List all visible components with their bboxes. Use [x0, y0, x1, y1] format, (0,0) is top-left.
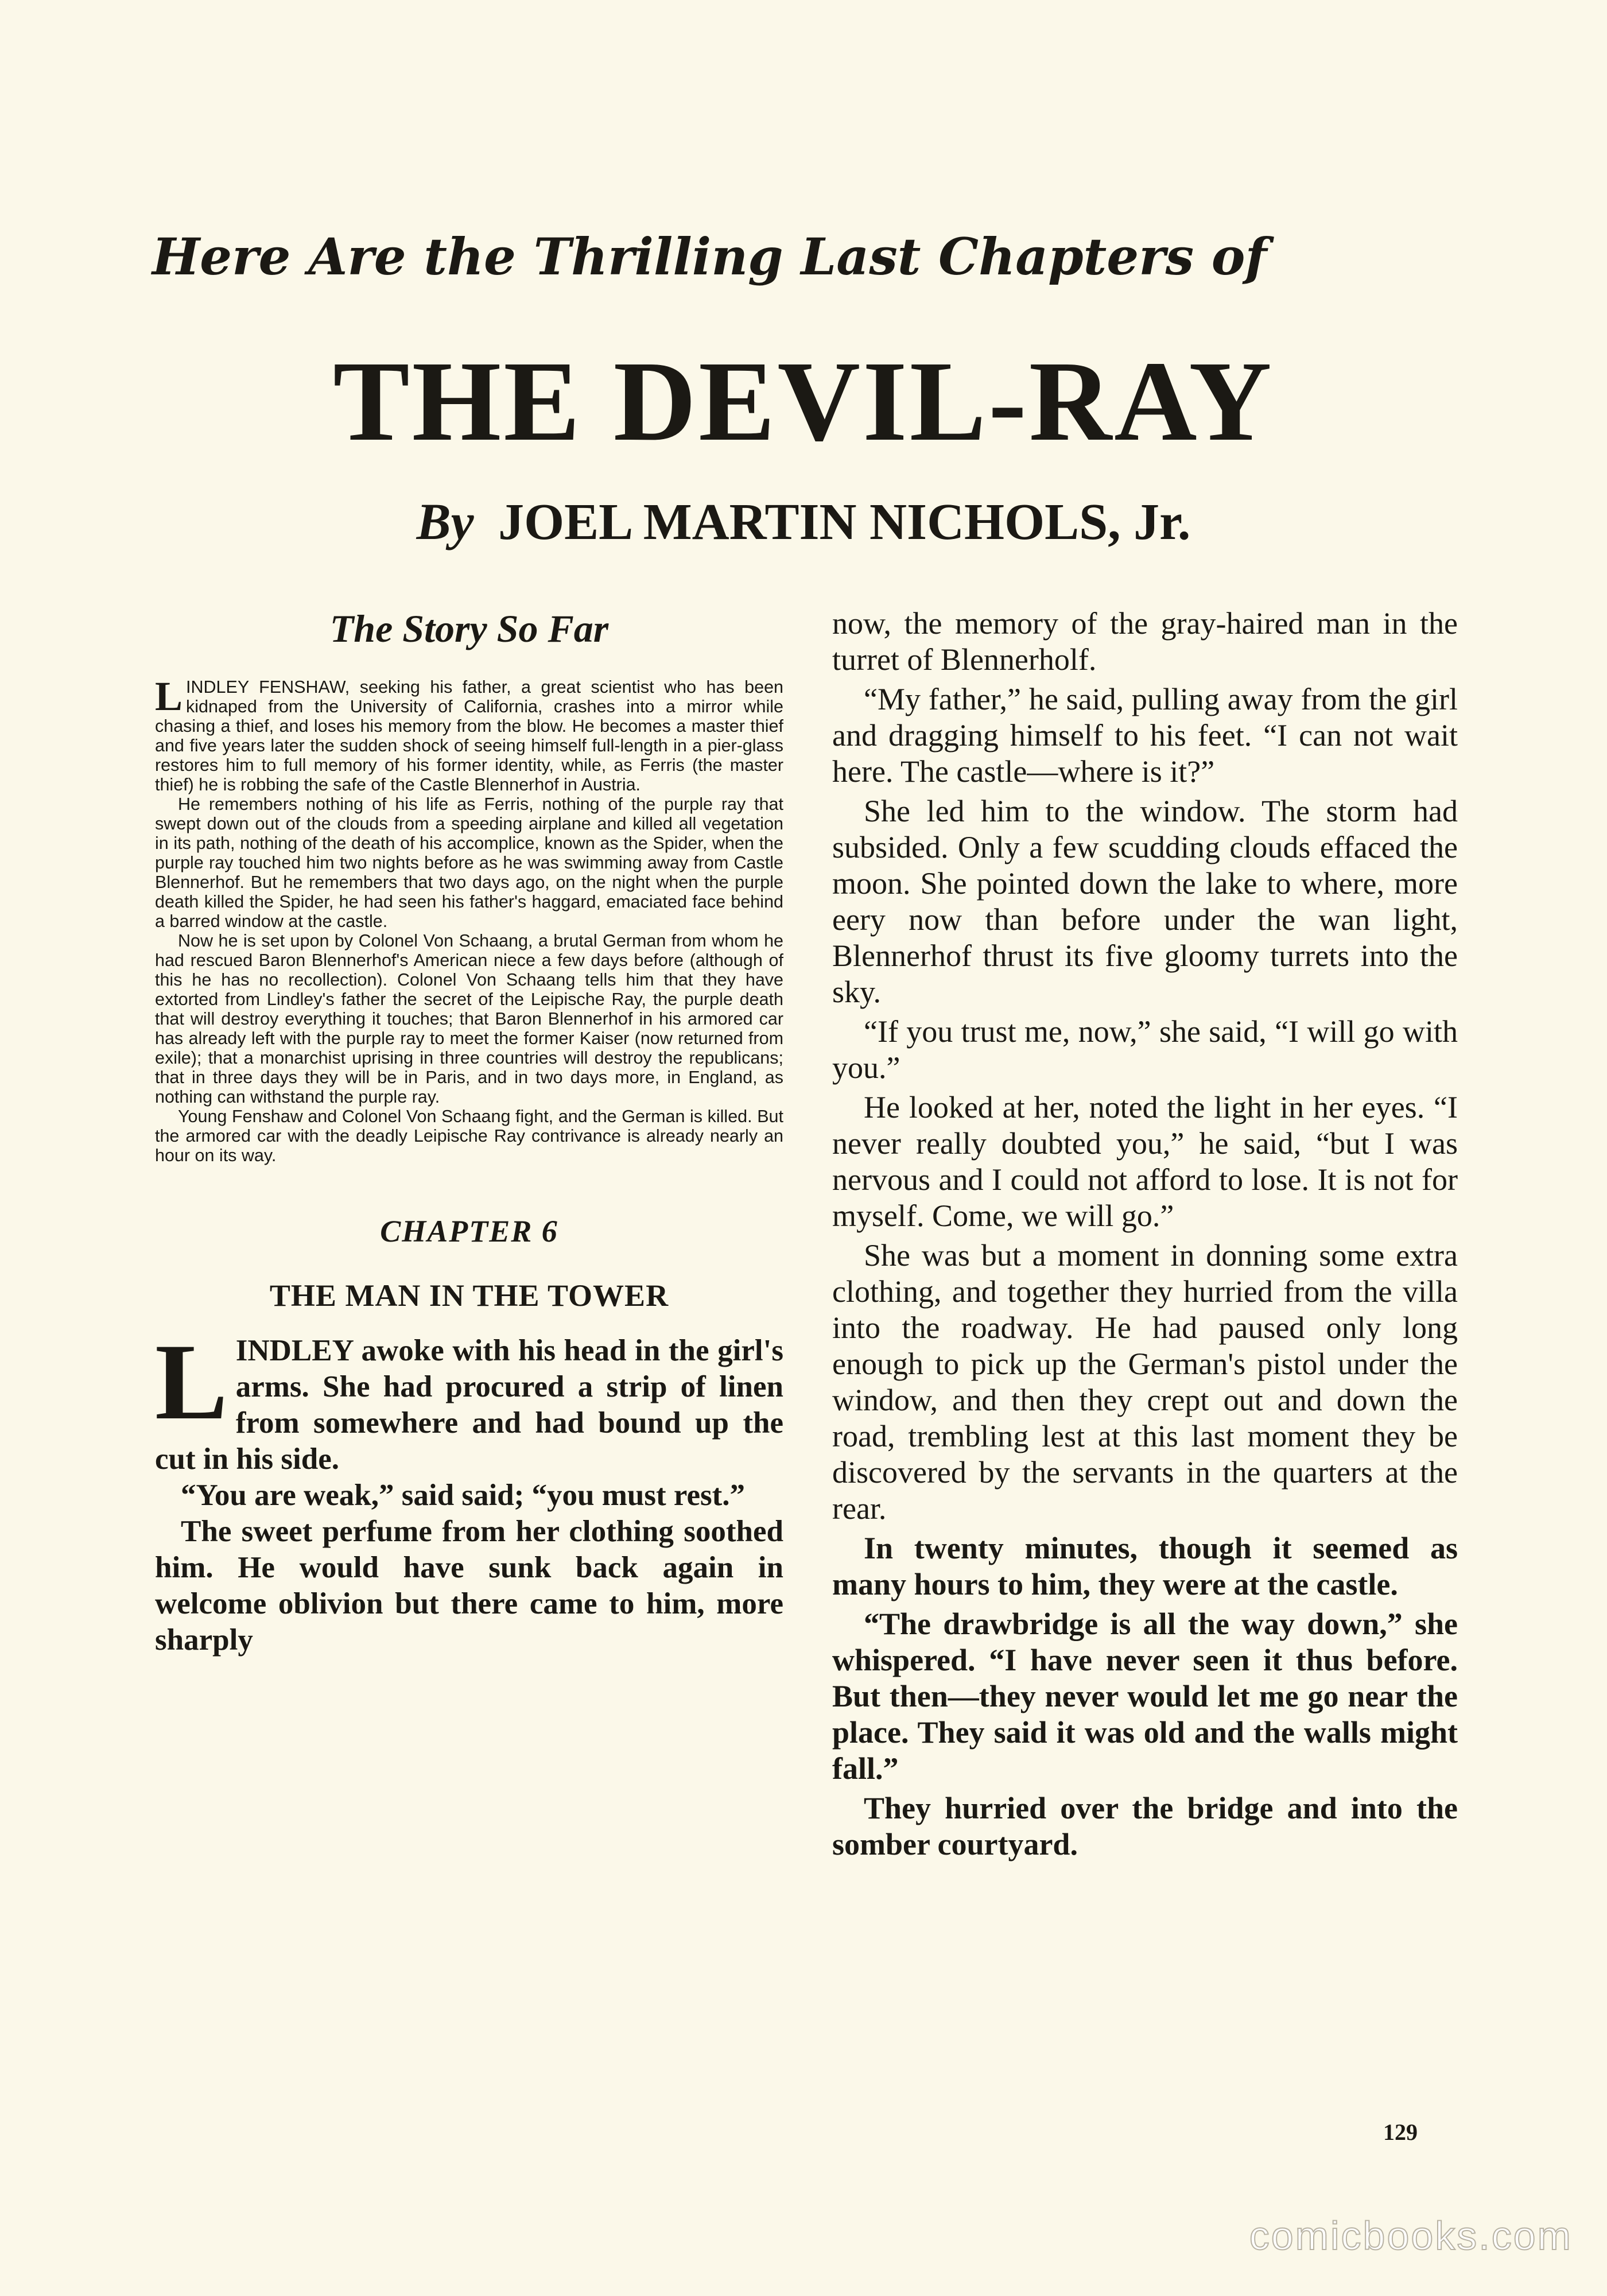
- page-number: 129: [1383, 2119, 1418, 2145]
- drop-cap: L: [155, 1322, 228, 1442]
- story-paragraph: He looked at her, noted the light in her eyes. “I never really doubted you,” he said, “but I was nervous and I could not afford to lose. It is not for myself. Come, we will go.”: [832, 1090, 1458, 1233]
- left-column: [155, 603, 783, 1658]
- summary-heading: The Story So Far: [329, 607, 609, 650]
- summary-paragraph: Now he is set upon by Colonel Von Schaang, a brutal German from whom he had rescued Baron Blennerhof's American niece a few days before (although of this he has no recollection). Colonel Von Schaang tells him that they have extorted from Lindley's father the secret of the Leipische Ray, the purple death that will destroy everything it touches; that Baron Blennerhof in his armored car has already left with the purple ray to meet the former Kaiser (now returned from exile); that a monarchist uprising in three countries will destroy the republicans; that in three days they will be in Paris, and in two days more, in England, as nothing can withstand the purple ray.: [155, 931, 783, 1107]
- summary-paragraph: [155, 673, 783, 794]
- story-paragraph: “The drawbridge is all the way down,” she whispered. “I have never seen it thus before. But then—they never would let me go near the place. They said it was old and the walls might fall.”: [832, 1607, 1458, 1786]
- chapter-title: THE MAN IN THE TOWER: [269, 1278, 669, 1313]
- chapter-label: CHAPTER 6: [380, 1214, 558, 1248]
- story-title: THE DEVIL-RAY: [333, 338, 1274, 465]
- story-paragraph: now, the memory of the gray-haired man in the turret of Blennerholf.: [832, 606, 1458, 677]
- summary-paragraph: He remembers nothing of his life as Ferris, nothing of the purple ray that swept down out of the clouds from a speeding airplane and killed all vegetation in its path, nothing of the death of his accomplice, known as the Spider, when the purple ray touched him two nights before as he was swimming away from Castle Blennerhof. But he remembers that two days ago, on the night when the purple death killed the Spider, he had seen his father's haggard, emaciated face behind a barred window at the castle.: [155, 794, 783, 931]
- story-so-far: [155, 673, 783, 1165]
- right-column: [832, 606, 1458, 1866]
- byline: [0, 491, 1607, 554]
- byline-prefix: By: [416, 494, 474, 550]
- watermark: comicbooks.com: [1249, 2213, 1573, 2258]
- kicker-line: Here Are the Thrilling Last Chapters of: [152, 227, 1267, 286]
- summary-drop-letter: L: [155, 673, 183, 719]
- story-paragraph: In twenty minutes, though it seemed as many hours to him, they were at the castle.: [832, 1531, 1458, 1601]
- summary-paragraph: Young Fenshaw and Colonel Von Schaang fight, and the German is killed. But the armored car with the deadly Leipische Ray contrivance is already nearly an hour on its way.: [155, 1107, 783, 1165]
- story-paragraph: “If you trust me, now,” she said, “I will go with you.”: [832, 1014, 1458, 1085]
- story-paragraph: She led him to the window. The storm had subsided. Only a few scudding clouds effaced the moon. She pointed down the lake to where, more eery now than before under the wan light, Blennerhof thrust its five gloomy turrets into the sky.: [832, 794, 1458, 1009]
- story-paragraph: They hurried over the bridge and into the somber courtyard.: [832, 1791, 1458, 1861]
- story-paragraph: She was but a moment in donning some extra clothing, and together they hurried from the villa into the roadway. He had paused only long enough to pick up the German's pistol under the window, and then they crept out and down the road, trembling lest at this last moment they be discovered by the servants in the quarters at the rear.: [832, 1238, 1458, 1526]
- story-left: [155, 1322, 783, 1658]
- story-paragraph: “My father,” he said, pulling away from the girl and dragging himself to his feet. “I can not wait here. The castle—where is it?”: [832, 682, 1458, 789]
- story-paragraph: “You are weak,” said said; “you must rest.”: [181, 1479, 746, 1512]
- story-paragraph-text: INDLEY awoke with his head in the girl's arms. She had procured a strip of linen from somewhere and had bound up the cut in his side.: [155, 1334, 783, 1476]
- story-paragraph: The sweet perfume from her clothing soothed him. He would have sunk back again in welcome oblivion but there came to him, more sharply: [155, 1515, 783, 1657]
- byline-author: JOEL MARTIN NICHOLS, Jr.: [498, 494, 1191, 550]
- story-paragraph: [155, 1322, 783, 1477]
- summary-paragraph-text: INDLEY FENSHAW, seeking his father, a great scientist who has been kidnaped from the University of California, crashes into a mirror while chasing a thief, and loses his memory from the blow. He becomes a master thief and five years later the sudden shock of seeing himself full-length in a pier-glass restores him to full memory of his former identity, while, as Ferris (the master thief) he is robbing the safe of the Castle Blennerhof in Austria.: [155, 677, 783, 794]
